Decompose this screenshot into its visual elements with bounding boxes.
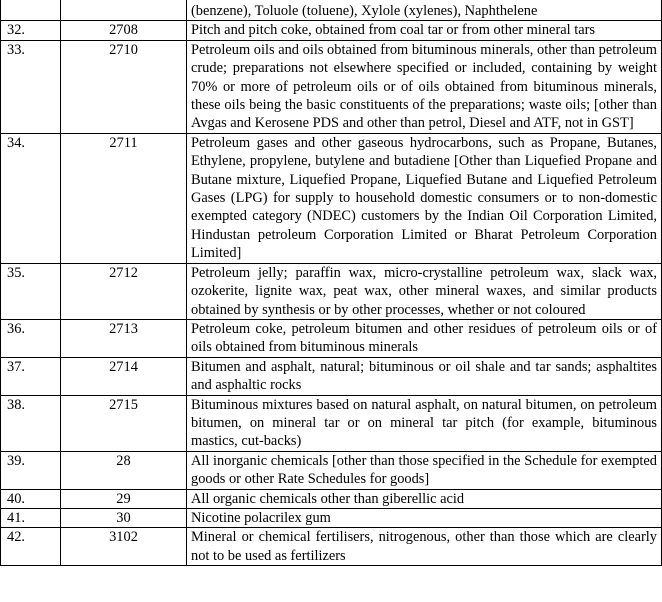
serial-number-cell: 32. xyxy=(1,21,61,40)
serial-number-cell: 37. xyxy=(1,357,61,395)
serial-number-cell: 35. xyxy=(1,263,61,319)
description-cell: Petroleum coke, petroleum bitumen and other residues of petroleum oils or of oils obtained from bituminous minerals xyxy=(187,319,662,357)
tariff-heading-cell: 29 xyxy=(61,489,187,508)
table-row xyxy=(1,508,662,527)
table-row xyxy=(1,528,662,566)
tariff-heading-cell: 2710 xyxy=(61,40,187,133)
table-row xyxy=(1,133,662,263)
tariff-heading-cell: 2715 xyxy=(61,395,187,451)
serial-number-cell: 41. xyxy=(1,508,61,527)
description-cell: Mineral or chemical fertilisers, nitrogenous, other than those which are clearly not to be used as fertilizers xyxy=(187,528,662,566)
tariff-heading-cell: 3102 xyxy=(61,528,187,566)
table-row xyxy=(1,0,662,21)
table-row xyxy=(1,319,662,357)
tariff-heading-cell: 2714 xyxy=(61,357,187,395)
serial-number-cell: 36. xyxy=(1,319,61,357)
table-row xyxy=(1,357,662,395)
serial-number-cell: 33. xyxy=(1,40,61,133)
serial-number-cell: 39. xyxy=(1,451,61,489)
tariff-heading-cell: 30 xyxy=(61,508,187,527)
description-cell: Petroleum jelly; paraffin wax, micro-crystalline petroleum wax, slack wax, ozokerite, lignite wax, peat wax, other mineral waxes, and similar products obtained by synthesis or by other processes, whether or not coloured xyxy=(187,263,662,319)
description-cell: All organic chemicals other than giberellic acid xyxy=(187,489,662,508)
serial-number-cell: 42. xyxy=(1,528,61,566)
table-row xyxy=(1,451,662,489)
tariff-heading-cell: 28 xyxy=(61,451,187,489)
description-cell: Petroleum gases and other gaseous hydrocarbons, such as Propane, Butanes, Ethylene, propylene, butylene and butadiene [Other than Liquefied Propane and Butane mixture, Liquefied Propane, Liquefied Butane and Liquefied Petroleum Gases (LPG) for supply to household domestic consumers or to non-domestic exempted category (NDEC) customers by the Indian Oil Corporation Limited, Hindustan petroleum Corporation Limited or Bharat Petroleum Corporation Limited] xyxy=(187,133,662,263)
table-row xyxy=(1,21,662,40)
tariff-heading-cell: 2712 xyxy=(61,263,187,319)
description-cell: All inorganic chemicals [other than those specified in the Schedule for exempted goods or other Rate Schedules for goods] xyxy=(187,451,662,489)
tariff-heading-cell xyxy=(61,0,187,21)
description-cell: Petroleum oils and oils obtained from bituminous minerals, other than petroleum crude; preparations not elsewhere specified or included, containing by weight 70% or more of petroleum oils or of oils obtained from bituminous minerals, these oils being the basic constituents of the preparations; waste oils; [other than Avgas and Kerosene PDS and other than petrol, Diesel and ATF, not in GST] xyxy=(187,40,662,133)
table-row xyxy=(1,489,662,508)
tariff-heading-cell: 2708 xyxy=(61,21,187,40)
description-cell: Bitumen and asphalt, natural; bituminous or oil shale and tar sands; asphaltites and asphaltic rocks xyxy=(187,357,662,395)
serial-number-cell: 38. xyxy=(1,395,61,451)
tariff-heading-cell: 2713 xyxy=(61,319,187,357)
serial-number-cell: 34. xyxy=(1,133,61,263)
description-text: (benzene), Toluole (toluene), Xylole (xylenes), Naphthelene xyxy=(191,3,538,19)
serial-number-cell: 40. xyxy=(1,489,61,508)
description-cell: Nicotine polacrilex gum xyxy=(187,508,662,527)
description-cell: Pitch and pitch coke, obtained from coal tar or from other mineral tars xyxy=(187,21,662,40)
table-row xyxy=(1,40,662,133)
description-cell: Bituminous mixtures based on natural asphalt, on natural bitumen, on petroleum bitumen, on mineral tar or on mineral tar pitch (for example, bituminous mastics, cut-backs) xyxy=(187,395,662,451)
description-cell xyxy=(187,0,662,21)
table-row xyxy=(1,395,662,451)
tariff-heading-cell: 2711 xyxy=(61,133,187,263)
serial-number-cell xyxy=(1,0,61,21)
table-row xyxy=(1,263,662,319)
